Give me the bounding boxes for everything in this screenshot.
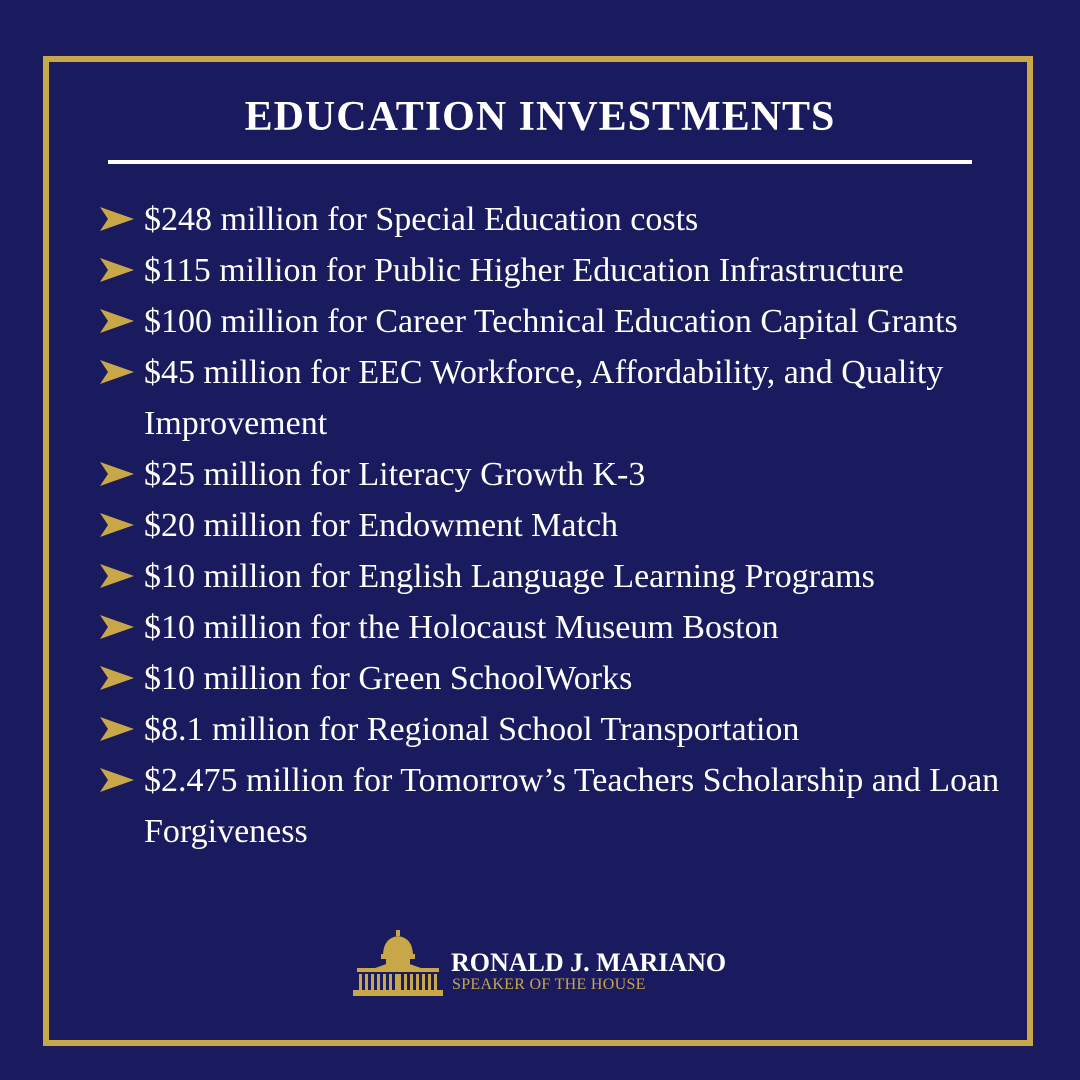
arrow-bullet-icon <box>100 460 134 488</box>
arrow-bullet-icon <box>100 715 134 743</box>
investment-list <box>96 194 1036 857</box>
list-item <box>96 500 1036 551</box>
list-item-text: $8.1 million for Regional School Transportation <box>144 711 800 748</box>
speaker-name: RONALD J. MARIANO <box>451 948 727 977</box>
list-item <box>96 602 1036 653</box>
list-item <box>96 551 1036 602</box>
list-item-text: $10 million for English Language Learning Programs <box>144 558 875 595</box>
list-item-text: $100 million for Career Technical Education Capital Grants <box>144 303 958 340</box>
arrow-bullet-icon <box>100 358 134 386</box>
arrow-bullet-icon <box>100 205 134 233</box>
page-title: EDUCATION INVESTMENTS <box>244 94 836 140</box>
list-item <box>96 245 1036 296</box>
arrow-bullet-icon <box>100 664 134 692</box>
title-underline <box>108 160 972 164</box>
speaker-logo <box>353 930 773 1000</box>
arrow-bullet-icon <box>100 511 134 539</box>
capitol-building-icon <box>353 930 443 996</box>
list-item <box>96 194 1036 245</box>
arrow-bullet-icon <box>100 766 134 794</box>
arrow-bullet-icon <box>100 613 134 641</box>
list-item-text: $20 million for Endowment Match <box>144 507 619 544</box>
list-item-text: $10 million for the Holocaust Museum Boston <box>144 609 779 646</box>
list-item <box>96 347 1036 449</box>
list-item-text: $45 million for EEC Workforce, Affordability, and Quality Improvement <box>144 354 944 442</box>
list-item <box>96 449 1036 500</box>
arrow-bullet-icon <box>100 307 134 335</box>
arrow-bullet-icon <box>100 562 134 590</box>
list-item-text: $25 million for Literacy Growth K-3 <box>144 456 646 493</box>
list-item <box>96 296 1036 347</box>
list-item-text: $10 million for Green SchoolWorks <box>144 660 633 697</box>
speaker-role: SPEAKER OF THE HOUSE <box>452 976 646 993</box>
list-item <box>96 755 1036 857</box>
list-item <box>96 653 1036 704</box>
list-item-text: $248 million for Special Education costs <box>144 201 699 238</box>
list-item <box>96 704 1036 755</box>
arrow-bullet-icon <box>100 256 134 284</box>
list-item-text: $2.475 million for Tomorrow’s Teachers Scholarship and Loan Forgiveness <box>144 762 1000 850</box>
list-item-text: $115 million for Public Higher Education Infrastructure <box>144 252 904 289</box>
